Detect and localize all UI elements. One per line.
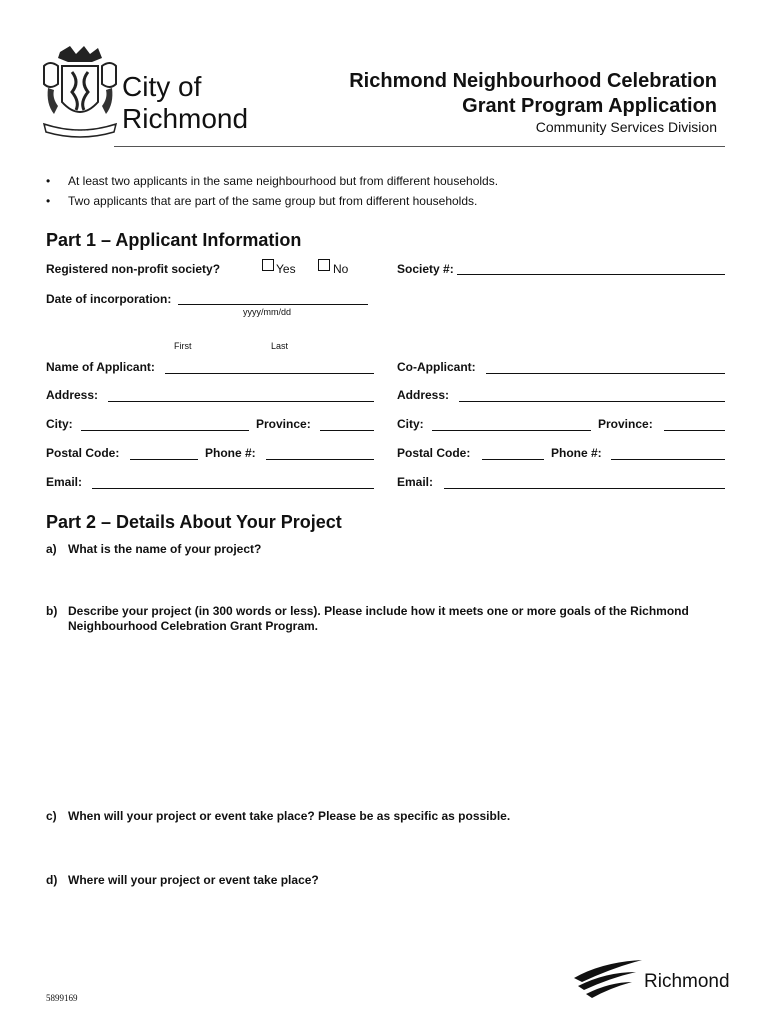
- question-c: When will your project or event take place? Please be as specific as possible.: [68, 809, 511, 823]
- coapplicant-city-field[interactable]: [432, 430, 591, 431]
- coapplicant-phone-label: Phone #:: [551, 446, 602, 460]
- answer-c-area[interactable]: [68, 828, 725, 868]
- coapplicant-address-label: Address:: [397, 388, 450, 402]
- title-line1: Richmond Neighbourhood Celebration: [349, 70, 717, 92]
- city-crest-logo: [40, 44, 120, 140]
- coapplicant-city-label: City:: [397, 417, 424, 431]
- answer-b-area[interactable]: [68, 640, 725, 800]
- bullet-item: At least two applicants in the same neighbourhood but from different households.: [68, 174, 499, 188]
- coapplicant-phone-field[interactable]: [611, 459, 725, 460]
- yes-checkbox[interactable]: [262, 259, 274, 271]
- title-line2: Grant Program Application: [462, 95, 717, 117]
- society-question: Registered non-profit society?: [46, 262, 221, 276]
- applicant-phone-label: Phone #:: [205, 446, 256, 460]
- society-number-label: Society #:: [397, 262, 454, 276]
- part1-heading: Part 1 – Applicant Information: [46, 230, 302, 250]
- question-a-marker: a): [46, 542, 57, 556]
- svg-text:· · · · · ·: · · · · · ·: [71, 128, 89, 134]
- logo-line2: Richmond: [122, 103, 249, 134]
- incorporation-label: Date of incorporation:: [46, 292, 172, 306]
- logo-line1: City of: [122, 71, 202, 102]
- question-b-line2: Neighbourhood Celebration Grant Program.: [68, 619, 319, 633]
- no-label: No: [333, 262, 349, 276]
- date-format-hint: yyyy/mm/dd: [243, 307, 292, 317]
- answer-a-area[interactable]: [68, 560, 725, 600]
- coapplicant-address-field[interactable]: [459, 401, 725, 402]
- applicant-province-field[interactable]: [320, 430, 374, 431]
- coapplicant-province-label: Province:: [598, 417, 653, 431]
- bullet-item: Two applicants that are part of the same group but from different households.: [68, 194, 478, 208]
- part2-heading: Part 2 – Details About Your Project: [46, 512, 342, 532]
- no-checkbox[interactable]: [318, 259, 330, 271]
- applicant-province-label: Province:: [256, 417, 311, 431]
- division-subtitle: Community Services Division: [535, 119, 717, 135]
- coapplicant-name-field[interactable]: [486, 373, 725, 374]
- first-name-hint: First: [174, 341, 192, 351]
- coapplicant-name-label: Co-Applicant:: [397, 360, 476, 374]
- document-number: 5899169: [46, 993, 78, 1003]
- applicant-phone-field[interactable]: [266, 459, 374, 460]
- question-c-marker: c): [46, 809, 57, 823]
- question-d-marker: d): [46, 873, 58, 887]
- applicant-email-label: Email:: [46, 475, 83, 489]
- bullet-dot: •: [46, 174, 51, 188]
- coapplicant-email-field[interactable]: [444, 488, 725, 489]
- society-number-field[interactable]: [457, 274, 725, 275]
- coapplicant-postal-label: Postal Code:: [397, 446, 471, 460]
- applicant-address-label: Address:: [46, 388, 99, 402]
- yes-label: Yes: [276, 262, 296, 276]
- coapplicant-postal-field[interactable]: [482, 459, 544, 460]
- applicant-name-label: Name of Applicant:: [46, 360, 155, 374]
- applicant-city-field[interactable]: [81, 430, 249, 431]
- bullet-dot: •: [46, 194, 51, 208]
- question-b-line1: Describe your project (in 300 words or less). Please include how it meets one or more goals of the Richmond: [68, 604, 689, 618]
- applicant-name-field[interactable]: [165, 373, 374, 374]
- applicant-address-field[interactable]: [108, 401, 374, 402]
- answer-d-area[interactable]: [68, 892, 725, 952]
- applicant-postal-label: Postal Code:: [46, 446, 120, 460]
- applicant-postal-field[interactable]: [130, 459, 198, 460]
- coapplicant-province-field[interactable]: [664, 430, 725, 431]
- footer-logo-text: Richmond: [644, 971, 730, 992]
- applicant-email-field[interactable]: [92, 488, 374, 489]
- richmond-swoosh-logo: [572, 956, 644, 1000]
- coapplicant-email-label: Email:: [397, 475, 434, 489]
- question-b-marker: b): [46, 604, 58, 618]
- question-a: What is the name of your project?: [68, 542, 262, 556]
- incorporation-date-field[interactable]: [178, 304, 368, 305]
- question-d: Where will your project or event take place?: [68, 873, 319, 887]
- applicant-city-label: City:: [46, 417, 73, 431]
- header-rule: [114, 146, 725, 147]
- last-name-hint: Last: [271, 341, 289, 351]
